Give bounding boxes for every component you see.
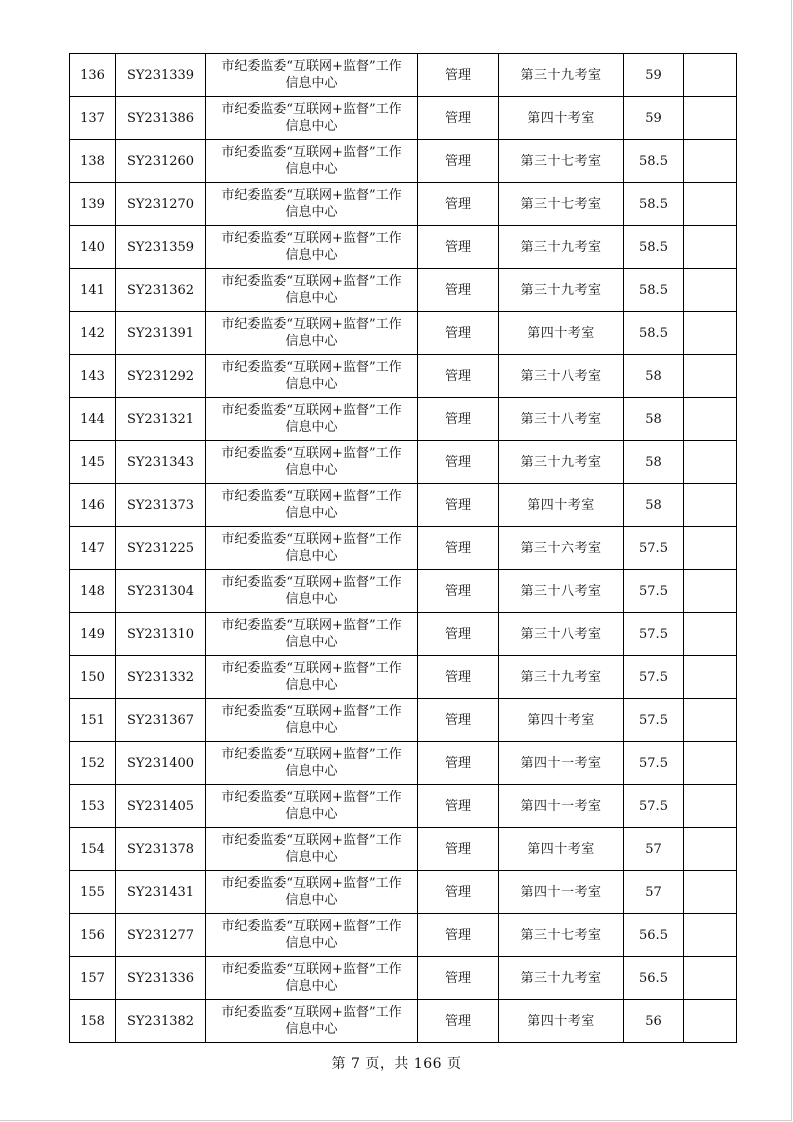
unit-name-text: 市纪委监委“互联网+监督”工作信息中心 xyxy=(221,231,402,263)
admission-id-cell: SY231292 xyxy=(116,355,206,398)
row-number-cell: 136 xyxy=(70,54,116,97)
table-row xyxy=(70,742,737,785)
unit-name-text: 市纪委监委“互联网+监督”工作信息中心 xyxy=(221,360,402,392)
score-cell: 57.5 xyxy=(624,785,684,828)
row-number-cell: 145 xyxy=(70,441,116,484)
row-number-cell: 138 xyxy=(70,140,116,183)
score-cell: 57.5 xyxy=(624,656,684,699)
table-row xyxy=(70,97,737,140)
score-cell: 58.5 xyxy=(624,312,684,355)
score-cell: 56 xyxy=(624,1000,684,1043)
category-cell: 管理 xyxy=(418,570,499,613)
admission-id-cell: SY231367 xyxy=(116,699,206,742)
category-cell: 管理 xyxy=(418,699,499,742)
category-cell: 管理 xyxy=(418,613,499,656)
row-number-cell: 141 xyxy=(70,269,116,312)
table-row xyxy=(70,656,737,699)
remark-cell xyxy=(684,140,737,183)
row-number-cell: 157 xyxy=(70,957,116,1000)
table-row xyxy=(70,699,737,742)
exam-room-cell: 第三十八考室 xyxy=(499,355,624,398)
unit-name-text: 市纪委监委“互联网+监督”工作信息中心 xyxy=(221,876,402,908)
table-row xyxy=(70,54,737,97)
score-cell: 56.5 xyxy=(624,957,684,1000)
category-cell: 管理 xyxy=(418,269,499,312)
unit-name-cell xyxy=(206,54,418,97)
category-cell: 管理 xyxy=(418,742,499,785)
admission-id-cell: SY231431 xyxy=(116,871,206,914)
admission-id-cell: SY231332 xyxy=(116,656,206,699)
unit-name-cell xyxy=(206,441,418,484)
remark-cell xyxy=(684,828,737,871)
score-cell: 57.5 xyxy=(624,699,684,742)
category-cell: 管理 xyxy=(418,914,499,957)
exam-room-cell: 第四十考室 xyxy=(499,828,624,871)
unit-name-cell xyxy=(206,957,418,1000)
remark-cell xyxy=(684,398,737,441)
unit-name-cell xyxy=(206,914,418,957)
remark-cell xyxy=(684,527,737,570)
remark-cell xyxy=(684,871,737,914)
admission-id-cell: SY231310 xyxy=(116,613,206,656)
row-number-cell: 151 xyxy=(70,699,116,742)
exam-room-cell: 第三十八考室 xyxy=(499,570,624,613)
exam-room-cell: 第三十九考室 xyxy=(499,54,624,97)
remark-cell xyxy=(684,570,737,613)
score-cell: 57.5 xyxy=(624,613,684,656)
unit-name-cell xyxy=(206,871,418,914)
unit-name-cell xyxy=(206,97,418,140)
table-row xyxy=(70,355,737,398)
page-footer xyxy=(0,1053,793,1073)
score-cell: 57.5 xyxy=(624,570,684,613)
table-row xyxy=(70,140,737,183)
exam-room-cell: 第四十考室 xyxy=(499,312,624,355)
table-row xyxy=(70,226,737,269)
table-row xyxy=(70,871,737,914)
score-cell: 58.5 xyxy=(624,140,684,183)
remark-cell xyxy=(684,441,737,484)
score-table xyxy=(69,53,737,1043)
score-cell: 57 xyxy=(624,871,684,914)
remark-cell xyxy=(684,914,737,957)
exam-room-cell: 第三十八考室 xyxy=(499,613,624,656)
score-cell: 58 xyxy=(624,398,684,441)
admission-id-cell: SY231386 xyxy=(116,97,206,140)
remark-cell xyxy=(684,226,737,269)
category-cell: 管理 xyxy=(418,441,499,484)
admission-id-cell: SY231373 xyxy=(116,484,206,527)
table-row xyxy=(70,570,737,613)
score-cell: 58.5 xyxy=(624,226,684,269)
admission-id-cell: SY231405 xyxy=(116,785,206,828)
exam-room-cell: 第四十一考室 xyxy=(499,871,624,914)
category-cell: 管理 xyxy=(418,1000,499,1043)
remark-cell xyxy=(684,785,737,828)
remark-cell xyxy=(684,699,737,742)
category-cell: 管理 xyxy=(418,226,499,269)
remark-cell xyxy=(684,183,737,226)
exam-room-cell: 第三十九考室 xyxy=(499,441,624,484)
remark-cell xyxy=(684,97,737,140)
table-row xyxy=(70,441,737,484)
exam-room-cell: 第三十八考室 xyxy=(499,398,624,441)
remark-cell xyxy=(684,1000,737,1043)
unit-name-cell xyxy=(206,613,418,656)
unit-name-text: 市纪委监委“互联网+监督”工作信息中心 xyxy=(221,661,402,693)
exam-room-cell: 第四十一考室 xyxy=(499,785,624,828)
remark-cell xyxy=(684,742,737,785)
unit-name-text: 市纪委监委“互联网+监督”工作信息中心 xyxy=(221,575,402,607)
admission-id-cell: SY231277 xyxy=(116,914,206,957)
category-cell: 管理 xyxy=(418,355,499,398)
admission-id-cell: SY231339 xyxy=(116,54,206,97)
row-number-cell: 143 xyxy=(70,355,116,398)
exam-room-cell: 第三十七考室 xyxy=(499,140,624,183)
table-row xyxy=(70,828,737,871)
unit-name-text: 市纪委监委“互联网+监督”工作信息中心 xyxy=(221,274,402,306)
table-row xyxy=(70,527,737,570)
score-cell: 56.5 xyxy=(624,914,684,957)
unit-name-cell xyxy=(206,656,418,699)
row-number-cell: 153 xyxy=(70,785,116,828)
unit-name-cell xyxy=(206,269,418,312)
exam-room-cell: 第四十考室 xyxy=(499,97,624,140)
unit-name-text: 市纪委监委“互联网+监督”工作信息中心 xyxy=(221,1005,402,1037)
admission-id-cell: SY231270 xyxy=(116,183,206,226)
admission-id-cell: SY231362 xyxy=(116,269,206,312)
row-number-cell: 139 xyxy=(70,183,116,226)
unit-name-cell xyxy=(206,140,418,183)
category-cell: 管理 xyxy=(418,656,499,699)
unit-name-cell xyxy=(206,355,418,398)
admission-id-cell: SY231304 xyxy=(116,570,206,613)
score-cell: 57 xyxy=(624,828,684,871)
row-number-cell: 148 xyxy=(70,570,116,613)
unit-name-text: 市纪委监委“互联网+监督”工作信息中心 xyxy=(221,962,402,994)
unit-name-cell xyxy=(206,312,418,355)
row-number-cell: 146 xyxy=(70,484,116,527)
admission-id-cell: SY231343 xyxy=(116,441,206,484)
unit-name-text: 市纪委监委“互联网+监督”工作信息中心 xyxy=(221,145,402,177)
category-cell: 管理 xyxy=(418,828,499,871)
category-cell: 管理 xyxy=(418,527,499,570)
unit-name-text: 市纪委监委“互联网+监督”工作信息中心 xyxy=(221,747,402,779)
admission-id-cell: SY231378 xyxy=(116,828,206,871)
table-row xyxy=(70,1000,737,1043)
unit-name-text: 市纪委监委“互联网+监督”工作信息中心 xyxy=(221,102,402,134)
remark-cell xyxy=(684,656,737,699)
category-cell: 管理 xyxy=(418,312,499,355)
admission-id-cell: SY231225 xyxy=(116,527,206,570)
score-cell: 57.5 xyxy=(624,742,684,785)
admission-id-cell: SY231359 xyxy=(116,226,206,269)
score-cell: 59 xyxy=(624,54,684,97)
unit-name-cell xyxy=(206,484,418,527)
remark-cell xyxy=(684,957,737,1000)
row-number-cell: 150 xyxy=(70,656,116,699)
table-row xyxy=(70,484,737,527)
table-row xyxy=(70,957,737,1000)
exam-room-cell: 第三十九考室 xyxy=(499,226,624,269)
table-row xyxy=(70,613,737,656)
unit-name-text: 市纪委监委“互联网+监督”工作信息中心 xyxy=(221,446,402,478)
row-number-cell: 147 xyxy=(70,527,116,570)
remark-cell xyxy=(684,312,737,355)
score-cell: 58 xyxy=(624,441,684,484)
unit-name-cell xyxy=(206,1000,418,1043)
unit-name-text: 市纪委监委“互联网+监督”工作信息中心 xyxy=(221,317,402,349)
exam-room-cell: 第三十七考室 xyxy=(499,183,624,226)
row-number-cell: 149 xyxy=(70,613,116,656)
remark-cell xyxy=(684,54,737,97)
table-row xyxy=(70,312,737,355)
admission-id-cell: SY231321 xyxy=(116,398,206,441)
unit-name-cell xyxy=(206,699,418,742)
row-number-cell: 140 xyxy=(70,226,116,269)
unit-name-cell xyxy=(206,785,418,828)
score-cell: 59 xyxy=(624,97,684,140)
unit-name-text: 市纪委监委“互联网+监督”工作信息中心 xyxy=(221,919,402,951)
exam-room-cell: 第三十九考室 xyxy=(499,957,624,1000)
category-cell: 管理 xyxy=(418,140,499,183)
unit-name-cell xyxy=(206,828,418,871)
unit-name-cell xyxy=(206,570,418,613)
category-cell: 管理 xyxy=(418,54,499,97)
row-number-cell: 154 xyxy=(70,828,116,871)
unit-name-text: 市纪委监委“互联网+监督”工作信息中心 xyxy=(221,188,402,220)
score-cell: 58 xyxy=(624,484,684,527)
page-number-text: 第 7 页，共 166 页 xyxy=(331,1056,462,1072)
exam-room-cell: 第三十七考室 xyxy=(499,914,624,957)
category-cell: 管理 xyxy=(418,97,499,140)
remark-cell xyxy=(684,355,737,398)
category-cell: 管理 xyxy=(418,871,499,914)
admission-id-cell: SY231336 xyxy=(116,957,206,1000)
unit-name-text: 市纪委监委“互联网+监督”工作信息中心 xyxy=(221,833,402,865)
unit-name-cell xyxy=(206,226,418,269)
category-cell: 管理 xyxy=(418,398,499,441)
score-cell: 58.5 xyxy=(624,183,684,226)
exam-room-cell: 第四十一考室 xyxy=(499,742,624,785)
exam-room-cell: 第四十考室 xyxy=(499,699,624,742)
remark-cell xyxy=(684,484,737,527)
exam-room-cell: 第三十九考室 xyxy=(499,269,624,312)
row-number-cell: 142 xyxy=(70,312,116,355)
row-number-cell: 155 xyxy=(70,871,116,914)
row-number-cell: 144 xyxy=(70,398,116,441)
table-row xyxy=(70,785,737,828)
admission-id-cell: SY231382 xyxy=(116,1000,206,1043)
exam-room-cell: 第三十六考室 xyxy=(499,527,624,570)
row-number-cell: 152 xyxy=(70,742,116,785)
unit-name-text: 市纪委监委“互联网+监督”工作信息中心 xyxy=(221,790,402,822)
unit-name-text: 市纪委监委“互联网+监督”工作信息中心 xyxy=(221,532,402,564)
category-cell: 管理 xyxy=(418,957,499,1000)
unit-name-cell xyxy=(206,527,418,570)
category-cell: 管理 xyxy=(418,183,499,226)
score-cell: 58 xyxy=(624,355,684,398)
unit-name-text: 市纪委监委“互联网+监督”工作信息中心 xyxy=(221,403,402,435)
unit-name-cell xyxy=(206,398,418,441)
admission-id-cell: SY231400 xyxy=(116,742,206,785)
unit-name-text: 市纪委监委“互联网+监督”工作信息中心 xyxy=(221,618,402,650)
category-cell: 管理 xyxy=(418,484,499,527)
table-row xyxy=(70,398,737,441)
table-row xyxy=(70,183,737,226)
row-number-cell: 137 xyxy=(70,97,116,140)
exam-room-cell: 第四十考室 xyxy=(499,1000,624,1043)
unit-name-text: 市纪委监委“互联网+监督”工作信息中心 xyxy=(221,489,402,521)
table-body xyxy=(70,54,737,1043)
remark-cell xyxy=(684,269,737,312)
category-cell: 管理 xyxy=(418,785,499,828)
unit-name-text: 市纪委监委“互联网+监督”工作信息中心 xyxy=(221,704,402,736)
score-cell: 57.5 xyxy=(624,527,684,570)
exam-room-cell: 第三十九考室 xyxy=(499,656,624,699)
admission-id-cell: SY231391 xyxy=(116,312,206,355)
table-row xyxy=(70,914,737,957)
unit-name-cell xyxy=(206,183,418,226)
admission-id-cell: SY231260 xyxy=(116,140,206,183)
unit-name-text: 市纪委监委“互联网+监督”工作信息中心 xyxy=(221,59,402,91)
row-number-cell: 158 xyxy=(70,1000,116,1043)
remark-cell xyxy=(684,613,737,656)
row-number-cell: 156 xyxy=(70,914,116,957)
exam-room-cell: 第四十考室 xyxy=(499,484,624,527)
table-row xyxy=(70,269,737,312)
score-cell: 58.5 xyxy=(624,269,684,312)
unit-name-cell xyxy=(206,742,418,785)
